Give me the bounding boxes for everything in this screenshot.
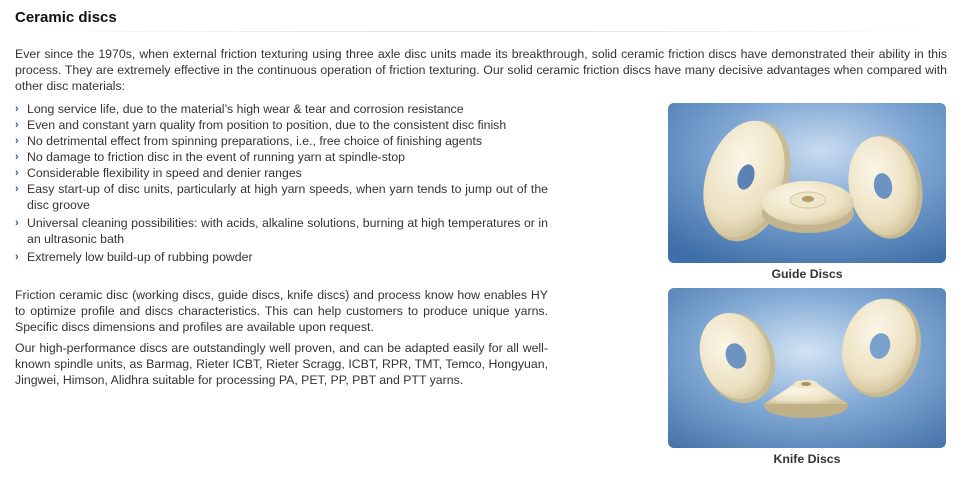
feature-text: Even and constant yarn quality from position to position, due to the consistent disc finish (27, 118, 507, 132)
feature-text: Considerable flexibility in speed and denier ranges (27, 166, 302, 180)
feature-text: Easy start-up of disc units, particularly at high yarn speeds, when yarn tends to jump out of the disc groove (27, 182, 548, 212)
compatibility-paragraph: Our high-performance discs are outstandingly well proven, and can be adapted easily for all well-known spindle units, as Barmag, Rieter ICBT, Rieter Scragg, ICBT, RPR, TMT, Temco, Hongyuan, Jingwei, Himson, Alidhra suitable for processing PA, PET, PP, PBT and PTT yarns. (15, 341, 548, 387)
guide-discs-caption: Guide Discs (771, 267, 843, 281)
feature-item (15, 165, 548, 181)
feature-text: Long service life, due to the material’s high wear & tear and corrosion resistance (27, 102, 464, 116)
feature-list (15, 101, 548, 265)
feature-item (15, 101, 548, 117)
feature-item (15, 249, 548, 265)
chevron-right-icon: › (15, 251, 19, 263)
feature-text: Universal cleaning possibilities: with acids, alkaline solutions, burning at high temperatures or in an ultrasonic bath (27, 216, 548, 246)
feature-item (15, 133, 548, 149)
chevron-right-icon: › (15, 119, 19, 131)
knife-discs-photo (668, 288, 946, 448)
title-divider (15, 31, 945, 32)
feature-text: Extremely low build-up of rubbing powder (27, 250, 253, 264)
chevron-right-icon: › (15, 135, 19, 147)
feature-item (15, 215, 548, 247)
feature-item (15, 181, 548, 213)
feature-item (15, 149, 548, 165)
feature-text: No damage to friction disc in the event of running yarn at spindle-stop (27, 150, 406, 164)
process-paragraph: Friction ceramic disc (working discs, guide discs, knife discs) and process know how enables HY to optimize profile and discs characteristics. This can help customers to produce unique yarns. Specific discs dimensions and profiles are available upon request. (15, 288, 548, 334)
chevron-right-icon: › (15, 167, 19, 179)
chevron-right-icon: › (15, 217, 19, 229)
feature-text: No detrimental effect from spinning preparations, i.e., free choice of finishing agents (27, 134, 483, 148)
guide-discs-photo (668, 103, 946, 263)
knife-discs-caption: Knife Discs (773, 452, 841, 466)
feature-item (15, 117, 548, 133)
intro-paragraph: Ever since the 1970s, when external friction texturing using three axle disc units made its breakthrough, solid ceramic friction discs have demonstrated their ability in this process. They are extremely effective in the continuous operation of friction texturing. Our solid ceramic friction discs have many decisive advantages when compared with other disc materials: (15, 47, 947, 93)
chevron-right-icon: › (15, 183, 19, 195)
chevron-right-icon: › (15, 151, 19, 163)
page-title: Ceramic discs (15, 9, 117, 26)
chevron-right-icon: › (15, 103, 19, 115)
